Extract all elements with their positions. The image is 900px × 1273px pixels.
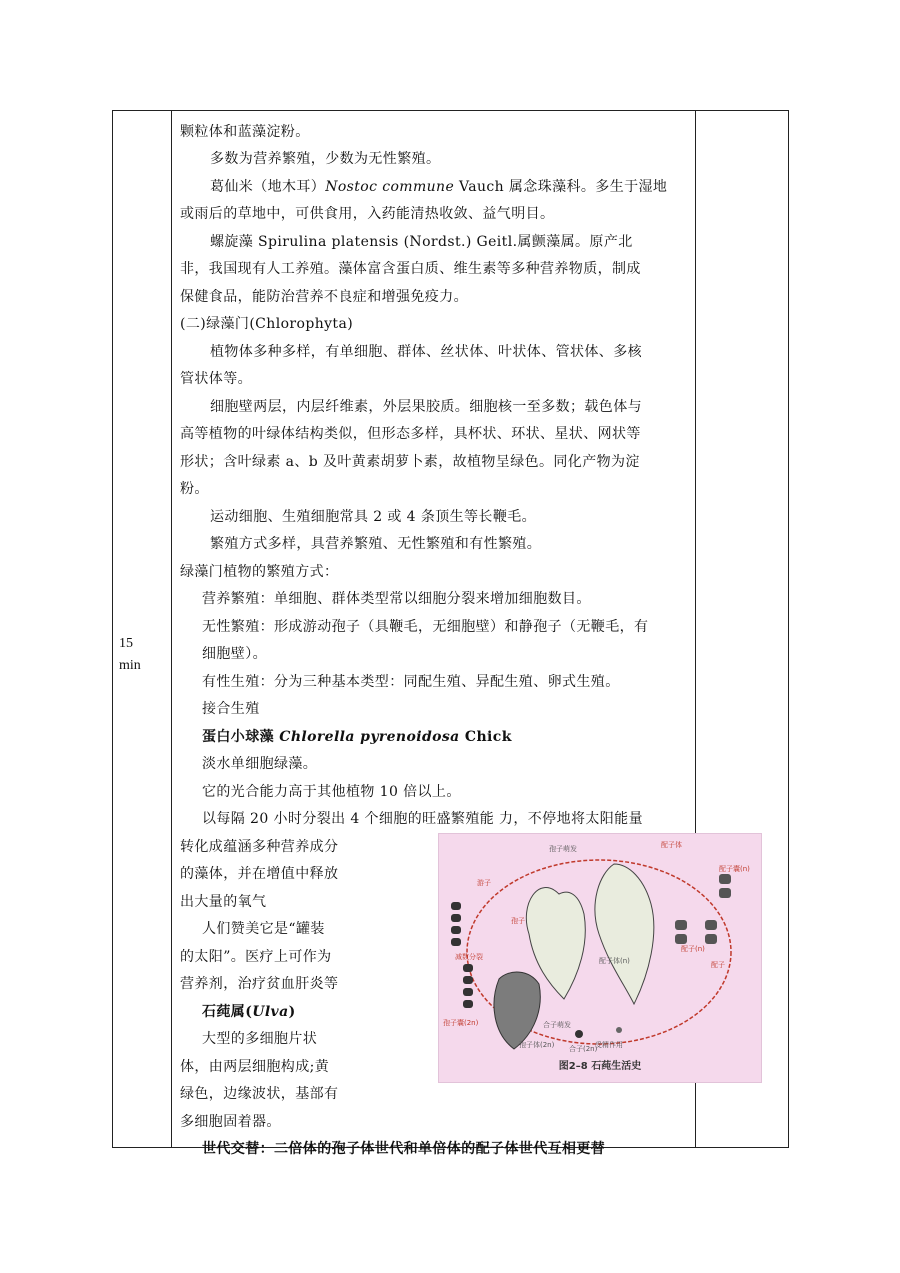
text-line: 形状；含叶绿素 a、b 及叶黄素胡萝卜素，故植物呈绿色。同化产物为淀 <box>180 454 640 470</box>
text-line: 的藻体，并在增值中释放 <box>180 866 339 882</box>
text-line: 转化成蕴涵多种营养成分 <box>180 839 339 855</box>
figure-caption: 图2–8 石莼生活史 <box>558 1061 642 1072</box>
label-spore-germination: 孢子萌发 <box>549 845 577 853</box>
ulva-life-cycle-figure <box>438 833 762 1083</box>
time-unit: min <box>119 658 141 673</box>
text-line: 人们赞美它是“罐装 <box>202 921 325 937</box>
text-line: 多数为营养繁殖，少数为无性繁殖。 <box>210 151 441 167</box>
text-line: 有性生殖：分为三种基本类型：同配生殖、异配生殖、卵式生殖。 <box>202 674 620 690</box>
text-line-chlorella: 蛋白小球藻 Chlorella pyrenoidosa Chick <box>202 729 512 745</box>
text-line: 细胞壁两层，内层纤维素，外层果胶质。细胞核一至多数；载色体与 <box>210 399 642 415</box>
label-gametophyte-n: 配子体(n) <box>599 957 630 965</box>
label-spore: 孢子 <box>511 917 525 925</box>
text-line: 管状体等。 <box>180 371 252 387</box>
lesson-table <box>112 110 789 1157</box>
text-line: 粉。 <box>180 481 209 497</box>
text-line: 大型的多细胞片状 <box>202 1031 318 1047</box>
label-meiosis: 减数分裂 <box>455 953 483 961</box>
text-line: 绿藻门植物的繁殖方式： <box>180 564 339 580</box>
zygote <box>575 1030 583 1038</box>
gametophyte-thallus-right <box>595 864 654 1004</box>
label-zygote: 合子(2n) <box>569 1045 598 1053</box>
text-line: 无性繁殖：形成游动孢子（具鞭毛，无细胞壁）和静孢子（无鞭毛，有 <box>202 619 649 635</box>
column-divider-time <box>171 111 172 1147</box>
text-line: 营养繁殖：单细胞、群体类型常以细胞分裂来增加细胞数目。 <box>202 591 591 607</box>
gametangium-cells <box>675 874 731 944</box>
text-line: 营养剂，治疗贫血肝炎等 <box>180 976 339 992</box>
text-line: 多细胞固着器。 <box>180 1114 281 1130</box>
time-value: 15 <box>119 636 133 651</box>
text-line: 接合生殖 <box>202 701 260 717</box>
text-line-alternation: 世代交替：二倍体的孢子体世代和单倍体的配子体世代互相更替 <box>202 1141 606 1157</box>
text-line: 出大量的氧气 <box>180 894 267 910</box>
text-line: 运动细胞、生殖细胞常具 2 或 4 条顶生等长鞭毛。 <box>210 509 537 525</box>
text-line: 以每隔 20 小时分裂出 4 个细胞的旺盛繁殖能 力，不停地将太阳能量 <box>202 811 643 827</box>
label-sporophyte: 孢子体(2n) <box>519 1041 555 1049</box>
label-zygote-germination: 合子萌发 <box>543 1021 571 1029</box>
text-line: 颗粒体和蓝藻淀粉。 <box>180 124 310 140</box>
text-line: 螺旋藻 Spirulina platensis (Nordst.) Geitl.属颤藻属。原产北 <box>210 234 633 250</box>
text-line: 非，我国现有人工养殖。藻体富含蛋白质、维生素等多种营养物质，制成 <box>180 261 641 277</box>
label-fertilization: 受精作用 <box>595 1041 623 1049</box>
text-line: 绿色，边缘波状，基部有 <box>180 1086 339 1102</box>
text-line: 植物体多种多样，有单细胞、群体、丝状体、叶状体、管状体、多核 <box>210 344 642 360</box>
text-line: 高等植物的叶绿体结构类似，但形态多样，具杯状、环状、星状、网状等 <box>180 426 641 442</box>
text-line: 的太阳”。医疗上可作为 <box>180 949 332 965</box>
section-heading: (二)绿藻门(Chlorophyta) <box>180 316 354 332</box>
label-gametophyte: 配子体 <box>661 841 682 849</box>
text-line: 繁殖方式多样，具营养繁殖、无性繁殖和有性繁殖。 <box>210 536 542 552</box>
label-gamete: 配子 <box>711 961 725 969</box>
text-line: 体，由两层细胞构成;黄 <box>180 1059 330 1075</box>
text-line: 细胞壁）。 <box>202 646 267 662</box>
sporophyte-thallus <box>494 972 540 1049</box>
label-gametangium: 配子囊(n) <box>719 865 750 873</box>
text-line: 或雨后的草地中，可供食用，入药能清热收敛、益气明目。 <box>180 206 555 222</box>
label-sporangium: 孢子囊(2n) <box>443 1019 479 1027</box>
text-line: 淡水单细胞绿藻。 <box>202 756 318 772</box>
text-line-nostoc: 葛仙米（地木耳）Nostoc commune Vauch 属念珠藻科。多生于湿地 <box>210 179 668 195</box>
text-line: 保健食品，能防治营养不良症和增强免疫力。 <box>180 289 468 305</box>
label-swarmer: 游子 <box>477 879 491 887</box>
text-line-ulva: 石莼属(Ulva) <box>202 1004 296 1020</box>
label-gamete-n: 配子(n) <box>681 945 705 953</box>
gamete-fusion <box>616 1027 622 1033</box>
text-line: 它的光合能力高于其他植物 10 倍以上。 <box>202 784 461 800</box>
time-cell <box>119 633 141 677</box>
